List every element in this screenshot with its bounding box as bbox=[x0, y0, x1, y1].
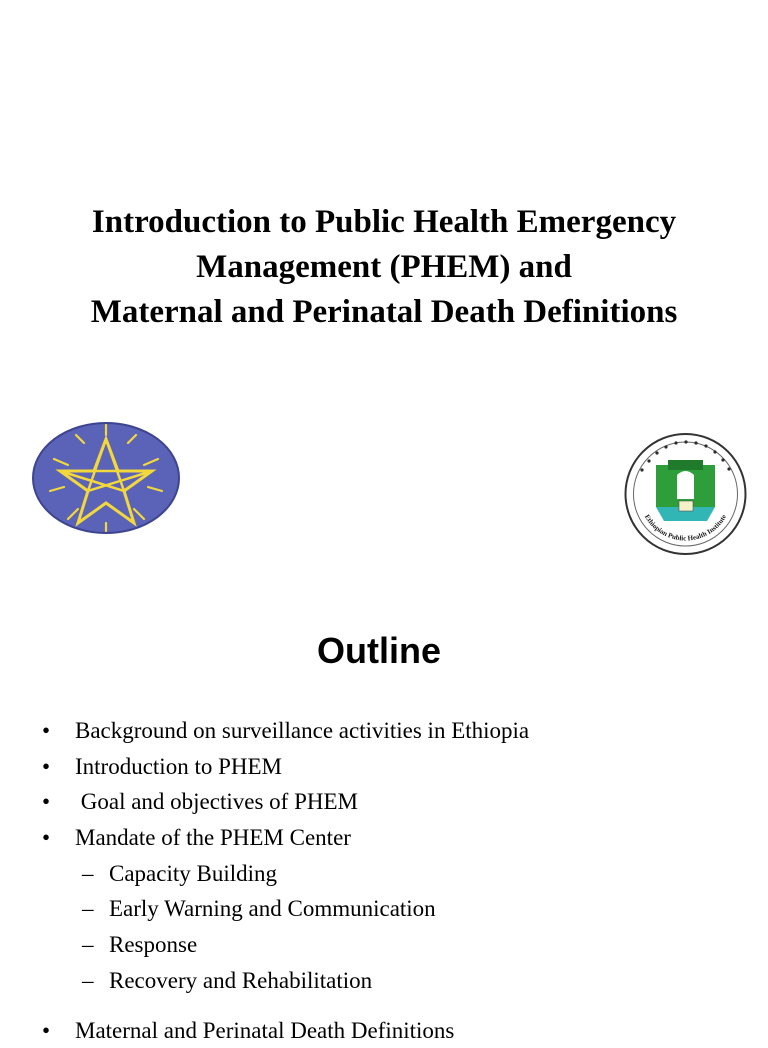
list-item bbox=[0, 713, 768, 749]
bullet-marker: • bbox=[42, 749, 50, 785]
list-item-text: Mandate of the PHEM Center bbox=[75, 820, 351, 856]
bullet-marker: • bbox=[42, 1013, 50, 1048]
slide-title bbox=[0, 200, 768, 335]
list-item bbox=[0, 820, 768, 856]
institute-seal-icon bbox=[619, 431, 752, 557]
list-item bbox=[0, 1013, 768, 1048]
sub-list-item bbox=[0, 963, 768, 999]
title-line-3: Maternal and Perinatal Death Definitions bbox=[0, 290, 768, 335]
star-emblem-icon bbox=[30, 421, 182, 535]
sub-list-item-text: Capacity Building bbox=[109, 856, 277, 892]
dash-marker: – bbox=[82, 891, 94, 927]
bullet-marker: • bbox=[42, 820, 50, 856]
title-line-2: Management (PHEM) and bbox=[0, 245, 768, 290]
sub-list-item-text: Response bbox=[109, 927, 197, 963]
outline-list bbox=[0, 713, 768, 1048]
outline-heading: Outline bbox=[0, 626, 758, 676]
sub-list-item-text: Recovery and Rehabilitation bbox=[109, 963, 372, 999]
sub-list-item bbox=[0, 927, 768, 963]
dash-marker: – bbox=[82, 856, 94, 892]
list-item-text: Introduction to PHEM bbox=[75, 749, 282, 785]
sub-list-item bbox=[0, 891, 768, 927]
dash-marker: – bbox=[82, 927, 94, 963]
bullet-marker: • bbox=[42, 713, 50, 749]
seal-text: Ethiopian Public Health Institute bbox=[643, 513, 728, 542]
list-item bbox=[0, 749, 768, 785]
list-item-text: Background on surveillance activities in Ethiopia bbox=[75, 713, 529, 749]
bullet-marker: • bbox=[42, 784, 50, 820]
sub-list-item bbox=[0, 856, 768, 892]
list-item-text: Maternal and Perinatal Death Definitions bbox=[75, 1013, 454, 1048]
dash-marker: – bbox=[82, 963, 94, 999]
sub-list-item-text: Early Warning and Communication bbox=[109, 891, 436, 927]
title-line-1: Introduction to Public Health Emergency bbox=[0, 200, 768, 245]
list-item-text: Goal and objectives of PHEM bbox=[75, 784, 358, 820]
list-item bbox=[0, 784, 768, 820]
